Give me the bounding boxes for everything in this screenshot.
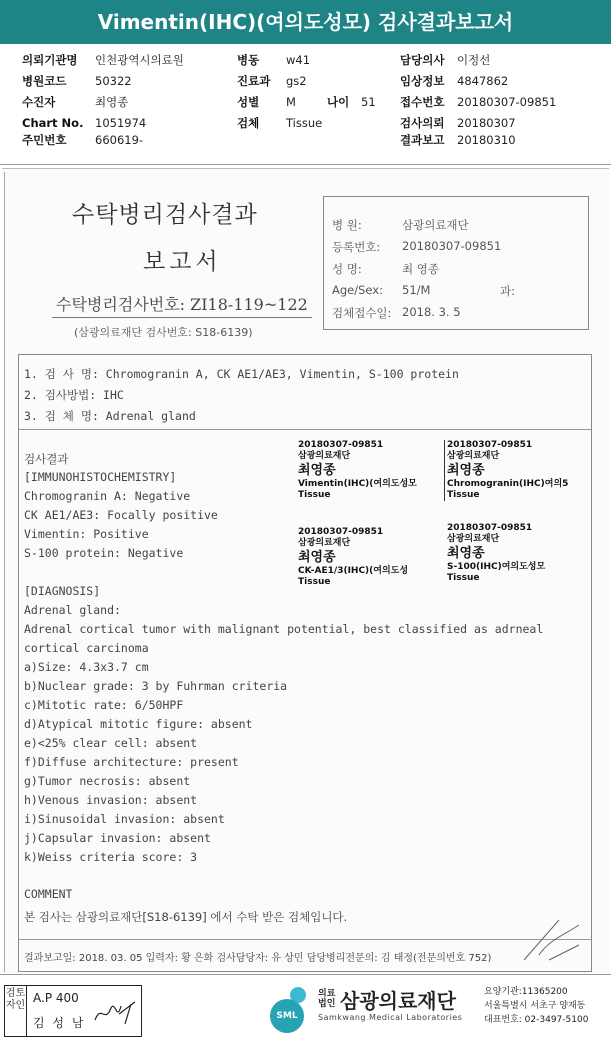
org-contact <box>484 985 588 1027</box>
info-hospital-label: 병 원: <box>332 218 362 232</box>
label-code: 20180307-09851 <box>298 527 384 537</box>
doc-sub-number: (삼광의료재단 검사번호: S18-6139) <box>74 326 253 339</box>
diagnosis-line: cortical carcinoma <box>24 641 149 655</box>
report-date-label: 결과보고 <box>400 133 445 147</box>
test-line: 1. 검 사 명: Chromogranin A, CK AE1/AE3, Vimentin, S-100 protein <box>24 367 459 381</box>
sml-logo-icon: SML <box>270 999 304 1033</box>
comment-title: COMMENT <box>24 887 73 901</box>
clinical-label: 임상정보 <box>400 74 445 88</box>
org-english: Samkwang Medical Laboratories <box>318 1013 463 1022</box>
label-test: CK-AE1/3(IHC)(여의도성 <box>298 566 409 576</box>
label-specimen: Tissue <box>447 573 480 583</box>
org-address: 서울특별시 서초구 양재동 <box>484 1001 586 1011</box>
label-name: 최영종 <box>298 550 336 565</box>
org-phone: 대표번호: 02-3497-5100 <box>484 1015 589 1025</box>
doctor-label: 담당의사 <box>400 53 445 67</box>
result-line: S-100 protein: Negative <box>24 546 184 560</box>
specimen-label: 검체 <box>237 116 260 130</box>
age-label: 나이 <box>327 95 350 109</box>
info-date-value: 2018. 3. 5 <box>402 305 461 319</box>
label-code: 20180307-09851 <box>447 523 533 533</box>
info-reg-label: 등록번호: <box>332 240 381 254</box>
test-line: 2. 검사방법: IHC <box>24 388 124 402</box>
diagnosis-line: d)Atypical mitotic figure: absent <box>24 717 253 731</box>
section-divider <box>19 939 591 940</box>
label-specimen: Tissue <box>298 577 331 587</box>
info-name-label: 성 명: <box>332 262 362 276</box>
receipt-value: 20180307-09851 <box>457 95 557 109</box>
label-specimen: Tissue <box>298 490 331 500</box>
recipient-value: 최영종 <box>95 95 129 109</box>
doctor-value: 이정선 <box>457 53 491 67</box>
recipient-label: 수진자 <box>22 95 56 109</box>
label-name: 최영종 <box>447 463 485 478</box>
diagnosis-line: c)Mitotic rate: 6/50HPF <box>24 698 184 712</box>
org-prefix: 의료 법인 <box>318 989 336 1009</box>
org-name: 삼광의료재단 <box>340 989 456 1013</box>
pathologist-signature <box>519 915 589 965</box>
sex-label: 성별 <box>237 95 260 109</box>
diagnosis-line: [DIAGNOSIS] <box>24 584 101 598</box>
diagnosis-line: h)Venous invasion: absent <box>24 793 198 807</box>
stamp-label: 검토자인 <box>5 986 27 1036</box>
info-agesex-label: Age/Sex: <box>332 283 383 297</box>
label-specimen: Tissue <box>447 490 480 500</box>
review-stamp <box>4 985 142 1037</box>
label-org: 삼광의료재단 <box>447 534 500 544</box>
dept-value: gs2 <box>286 74 307 88</box>
report-footer-line: 결과보고일: 2018. 03. 05 입력자: 황 은화 검사담당자: 유 상민 담당병리전문의: 김 태정(전문의번호 752) <box>24 953 492 964</box>
info-agesex-value: 51/M <box>402 283 431 297</box>
sex-value: M <box>286 95 296 109</box>
label-org: 삼광의료재단 <box>298 538 351 548</box>
ward-value: w41 <box>286 53 311 67</box>
header-divider <box>0 164 611 165</box>
patient-info-box <box>323 196 589 330</box>
reviewer-signature <box>91 994 137 1030</box>
info-name-value: 최 영종 <box>402 262 439 276</box>
age-value: 51 <box>361 95 376 109</box>
request-value: 20180307 <box>457 116 516 130</box>
id-label: 주민번호 <box>22 133 67 147</box>
result-line: Vimentin: Positive <box>24 527 149 541</box>
diagnosis-line: b)Nuclear grade: 3 by Fuhrman criteria <box>24 679 288 693</box>
chart-label: Chart No. <box>22 116 84 130</box>
diagnosis-line: Adrenal gland: <box>24 603 121 617</box>
label-name: 최영종 <box>298 463 336 478</box>
diagnosis-line: a)Size: 4.3x3.7 cm <box>24 660 149 674</box>
diagnosis-line: k)Weiss criteria score: 3 <box>24 850 198 864</box>
result-line: CK AE1/AE3: Focally positive <box>24 508 218 522</box>
specimen-label-3 <box>298 527 408 588</box>
scan-edge <box>4 172 5 972</box>
specimen-label-2 <box>444 440 568 501</box>
diagnosis-line: f)Diffuse architecture: present <box>24 755 239 769</box>
diagnosis-line: i)Sinusoidal invasion: absent <box>24 812 225 826</box>
request-label: 검사의뢰 <box>400 116 445 130</box>
diagnosis-line: g)Tumor necrosis: absent <box>24 774 191 788</box>
receipt-label: 접수번호 <box>400 95 445 109</box>
label-test: S-100(IHC)여의도성모 <box>447 562 546 572</box>
report-title: Vimentin(IHC)(여의도성모) 검사결과보고서 <box>0 0 611 44</box>
specimen-value: Tissue <box>286 116 323 130</box>
care-code: 요양기관:11365200 <box>484 987 568 997</box>
specimen-label-4 <box>447 523 545 584</box>
dept-label: 진료과 <box>237 74 271 88</box>
info-dept-label: 과: <box>500 284 515 298</box>
label-org: 삼광의료재단 <box>298 451 351 461</box>
info-reg-value: 20180307-09851 <box>402 239 502 253</box>
info-hospital-value: 삼광의료재단 <box>402 218 469 232</box>
ward-label: 병동 <box>237 53 260 67</box>
org-logo-block <box>270 985 611 1037</box>
stamp-title: A.P 400 <box>33 991 79 1005</box>
label-code: 20180307-09851 <box>447 440 533 450</box>
specimen-label-1 <box>298 440 417 501</box>
code-label: 병원코드 <box>22 74 67 88</box>
label-test: Vimentin(IHC)(여의도성모 <box>298 479 417 489</box>
info-date-label: 검체접수일: <box>332 306 392 320</box>
result-line: [IMMUNOHISTOCHEMISTRY] <box>24 470 177 484</box>
chart-value: 1051974 <box>95 116 147 130</box>
report-date-value: 20180310 <box>457 133 516 147</box>
diagnosis-line: j)Capsular invasion: absent <box>24 831 211 845</box>
diagnosis-line: Adrenal cortical tumor with malignant potential, best classified as adrneal <box>24 622 544 636</box>
result-heading: 검사결과 <box>24 452 69 466</box>
hospital-label: 의뢰기관명 <box>22 53 78 67</box>
id-value: 660619- <box>95 133 144 147</box>
clinical-value: 4847862 <box>457 74 509 88</box>
report-header <box>0 44 611 164</box>
doc-title-2: 보고서 <box>143 249 222 275</box>
hospital-value: 인천광역시의료원 <box>95 53 184 67</box>
test-line: 3. 검 체 명: Adrenal gland <box>24 409 196 423</box>
doc-number: 수탁병리검사번호: ZI18-119~122 <box>52 292 312 318</box>
code-value: 50322 <box>95 74 132 88</box>
diagnosis-line: e)<25% clear cell: absent <box>24 736 198 750</box>
label-code: 20180307-09851 <box>298 440 384 450</box>
stamp-name: 김 성 남 <box>33 1016 86 1030</box>
section-divider <box>19 429 591 430</box>
doc-title: 수탁병리검사결과 <box>72 202 258 228</box>
label-name: 최영종 <box>447 546 485 561</box>
label-test: Chromogranin(IHC)여의5 <box>447 479 569 489</box>
comment-text: 본 검사는 삼광의료재단[S18-6139] 에서 수탁 받은 검체입니다. <box>24 910 348 924</box>
result-line: Chromogranin A: Negative <box>24 489 191 503</box>
label-org: 삼광의료재단 <box>447 451 500 461</box>
